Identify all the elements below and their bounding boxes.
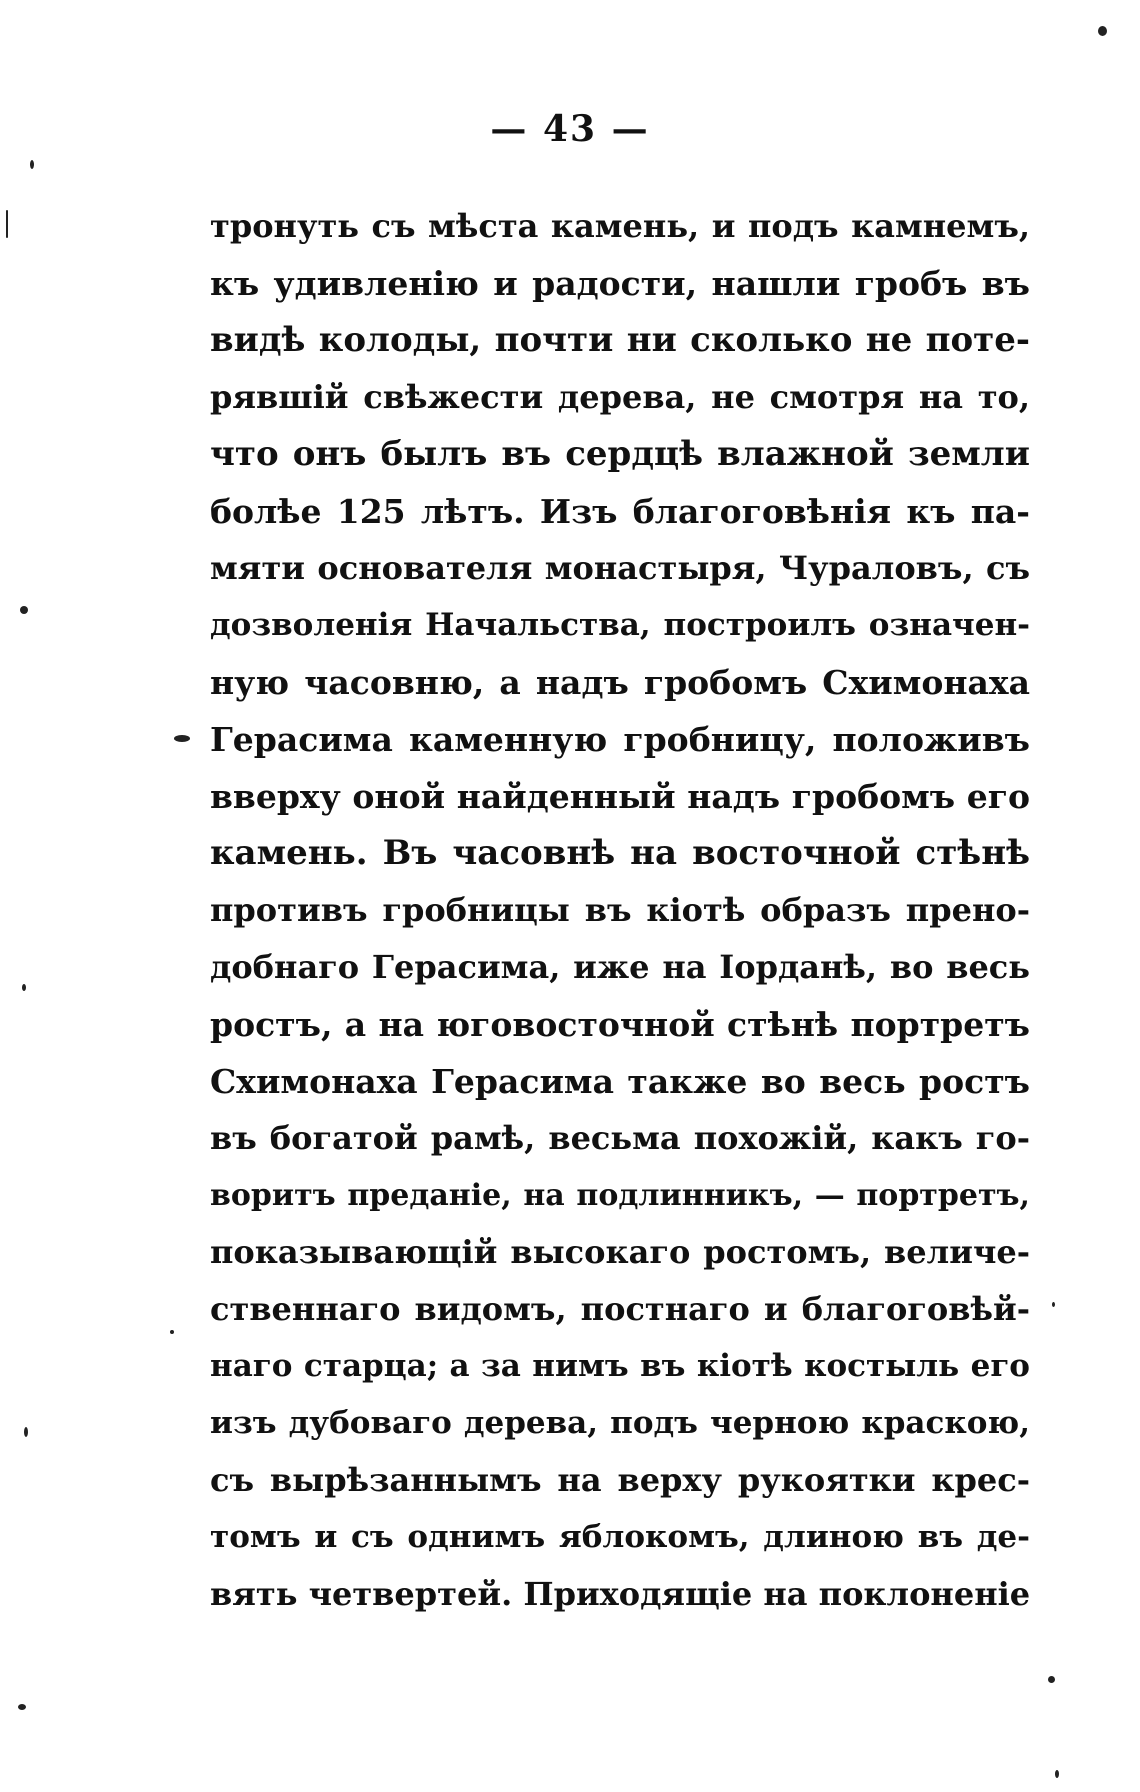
text-line: ственнаго видомъ, постнаго и благоговѣй- xyxy=(210,1290,1030,1328)
scan-speck xyxy=(1055,1770,1059,1778)
scan-speck xyxy=(22,984,26,991)
text-line: дозволенія Начальства, построилъ означен- xyxy=(210,607,1030,643)
text-line: видѣ колоды, почти ни сколько не поте- xyxy=(210,320,1030,360)
text-line: къ удивленію и радости, нашли гробъ въ xyxy=(210,264,1030,303)
scan-speck xyxy=(170,1330,174,1334)
scan-speck xyxy=(1048,1676,1055,1683)
scan-speck xyxy=(30,160,34,169)
text-line: наго старца; а за нимъ въ кіотѣ костыль его xyxy=(210,1348,1030,1384)
text-line: рявшій свѣжести дерева, не смотря на то, xyxy=(210,378,1030,416)
text-line: болѣе 125 лѣтъ. Изъ благоговѣнія къ па- xyxy=(210,492,1030,531)
text-line: ростъ, а на юговосточной стѣнѣ портретъ xyxy=(210,1005,1030,1044)
scan-speck xyxy=(24,1427,28,1437)
text-line: ную часовню, а надъ гробомъ Схимонаха xyxy=(210,663,1030,702)
text-line: добнаго Герасима, иже на Іорданѣ, во весь xyxy=(210,948,1030,986)
scan-speck xyxy=(1098,26,1107,36)
text-line: Герасима каменную гробницу, положивъ xyxy=(210,720,1030,759)
text-line: тронуть съ мѣста камень, и подъ камнемъ, xyxy=(210,207,1030,245)
scan-speck xyxy=(1052,1302,1055,1307)
body-text xyxy=(210,198,1030,1623)
page-number: — 43 — xyxy=(490,108,650,150)
scan-speck xyxy=(6,210,8,238)
text-line: мяти основателя монастыря, Чуpаловъ, съ xyxy=(210,549,1030,587)
text-line: воритъ преданіе, на подлинникъ, — портретъ, xyxy=(210,1178,1030,1213)
text-line: въ богатой рамѣ, весьма похожій, какъ го- xyxy=(210,1119,1030,1157)
scan-speck xyxy=(18,1704,26,1710)
scan-speck xyxy=(174,735,190,742)
text-line: съ вырѣзаннымъ на верху рукоятки крес- xyxy=(210,1461,1030,1499)
text-line: показывающій высокаго ростомъ, величе- xyxy=(210,1233,1030,1271)
text-line: камень. Въ часовнѣ на восточной стѣнѣ xyxy=(210,833,1030,873)
text-line: вверху оной найденный надъ гробомъ его xyxy=(210,777,1030,816)
text-line: изъ дубоваго дерева, подъ черною краскою, xyxy=(210,1405,1030,1441)
text-line: что онъ былъ въ сердцѣ влажной земли xyxy=(210,434,1030,474)
text-line: томъ и съ однимъ яблокомъ, длиною въ де- xyxy=(210,1519,1030,1555)
text-line: вять четвертей. Приходящіе на поклоненіе xyxy=(210,1575,1031,1613)
text-line: противъ гробницы въ кіотѣ образъ прено- xyxy=(210,891,1030,929)
text-line: Схимонаха Герасима также во весь ростъ xyxy=(210,1062,1030,1101)
scan-speck xyxy=(20,606,28,614)
